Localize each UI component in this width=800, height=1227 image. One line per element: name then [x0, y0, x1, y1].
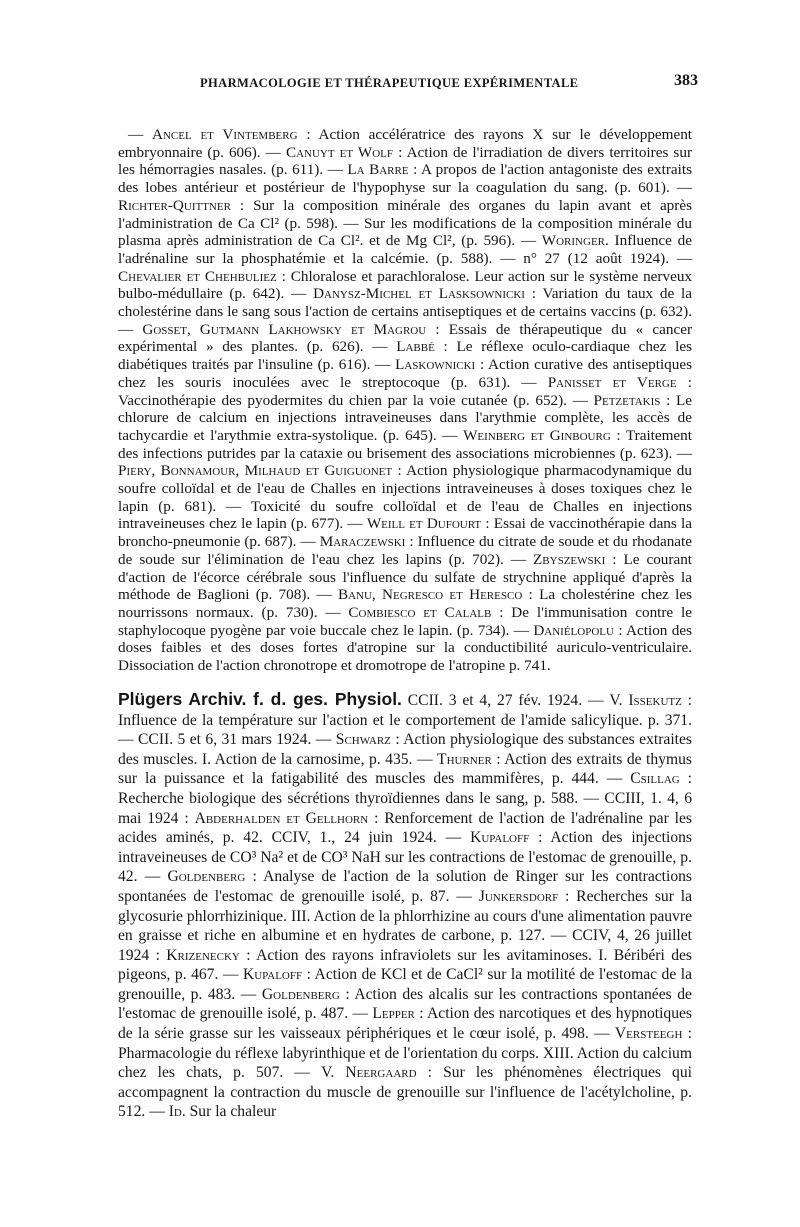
- entry-authors: Schwarz: [335, 731, 391, 749]
- page-header: [118, 70, 698, 98]
- entry-dash: —: [352, 1005, 373, 1023]
- entry-text: : Vaccinothérapie des pyodermites du chien par la voie cutanée (p. 652).: [118, 373, 692, 409]
- entry-dash: —: [587, 691, 610, 709]
- entry-dash: —: [445, 829, 471, 847]
- entry-authors: Chevalier et Chehbuliez: [118, 267, 277, 285]
- entry-text: . Influence de l'adrénaline sur la phosphatémie et la calcémie. (p. 588). — n° 27 (12 août 1924).: [118, 232, 692, 267]
- entry-dash: —: [315, 731, 336, 749]
- entry-text: : Action des rayons infraviolets sur les avitaminoses. I. Béribéri des pigeons, p. 467.: [118, 946, 692, 984]
- entry-dash: —: [222, 966, 243, 984]
- entry-authors: V. Neergaard: [321, 1064, 417, 1082]
- entry-text: : Sur la composition minérale des organes du lapin avant et après l'administration de Ca Cl² (p. 598). — Sur les modifications de la composition minérale du plasma après administration de Ca Cl². et de Mg Cl², (p. 596).: [118, 196, 692, 250]
- entry-dash: —: [118, 320, 143, 338]
- entry-dash: —: [442, 426, 464, 444]
- entry-dash: —: [676, 179, 692, 197]
- bibliography-entry: [149, 1103, 276, 1120]
- entry-authors: Banu, Negresco et Heresco: [337, 586, 523, 604]
- entry-authors: Daniélopolu: [533, 621, 614, 639]
- entry-dash: —: [347, 515, 367, 533]
- entry-text: : Chloralose et parachloralose. Leur action sur le système nerveux bulbo-médullaire (p. 642).: [118, 267, 693, 303]
- entry-authors: Maraczewski: [319, 533, 406, 551]
- entry-dash: —: [456, 887, 479, 905]
- entry-dash: —: [325, 603, 349, 621]
- entry-text: : De l'immunisation contre le staphylocoque pyogène par voie buccale chez le lapin. (p. 734).: [118, 603, 692, 639]
- entry-text: : Action des extraits de thymus sur la puissance et la fatigabilité des muscles des mammifères, p. 444.: [118, 750, 692, 788]
- entry-text: : Action des injections intraveineuses de CO³ Na² et de CO³ NaH sur les contractions de l'estomac de grenouille, p. 42.: [118, 829, 692, 886]
- entry-authors: Versteegh: [614, 1025, 683, 1043]
- entry-dash: —: [372, 338, 397, 356]
- entry-text: : Action des alcalis sur les contractions spontanées de l'estomac de grenouille isolé, p. 487.: [118, 985, 692, 1023]
- entry-authors: Woringer: [541, 232, 606, 250]
- entry-dash: —: [149, 1103, 169, 1121]
- entry-dash: —: [265, 143, 286, 161]
- entry-text: : Sur les phénomènes électriques qui accompagnent la contraction du muscle de grenouille sur l'influence de l'acétylcholine, p. 512.: [118, 1064, 692, 1121]
- entry-authors: Abderhalden et Gellhorn: [194, 809, 369, 827]
- document-page: [118, 70, 698, 1138]
- entry-text: : Action des doses faibles et des doses fortes d'atropine sur la conductibilité auriculo-ventriculaire. Dissociation de l'action chronotrope et dromotrope de l'atropine p. 741.: [118, 621, 693, 675]
- entry-authors: Petzetakis: [593, 391, 661, 409]
- entry-text: : Action physiologique des substances extraites des muscles. I. Action de la carnosime, p. 435.: [118, 731, 692, 768]
- paragraph-comptes-rendus: [118, 126, 692, 675]
- entry-authors: Zbyszewski: [533, 550, 606, 568]
- entry-text: : Essai de vaccinothérapie dans la broncho-pneumonie (p. 687).: [118, 515, 692, 551]
- page-number: 383: [674, 72, 698, 89]
- entry-dash: —: [144, 868, 168, 886]
- entry-authors: Lepper: [372, 1005, 415, 1023]
- entry-dash: —: [676, 249, 692, 267]
- journal-title: Plügers Archiv. f. d. ges. Physiol.: [118, 688, 402, 709]
- entry-dash: —: [416, 750, 438, 768]
- entry-dash: —: [676, 444, 692, 462]
- entry-authors: Junkersdorf: [478, 887, 559, 905]
- entry-text: : Action curative des antiseptiques chez les souris inoculées avec le streptocoque (p. 631).: [118, 356, 693, 391]
- entry-text: : Le réflexe oculo-cardiaque chez les diabétiques traités par l'insuline (p. 616).: [118, 338, 693, 374]
- entry-text: : La cholestérine chez les nourrissons normaux. (p. 730).: [118, 586, 693, 621]
- entry-dash: —: [300, 533, 320, 551]
- paragraph-pflugers-archiv: [118, 690, 692, 1122]
- entry-authors: Ancel et Vintemberg: [151, 126, 298, 143]
- entry-authors: Gosset, Gutmann Lakhowsky et Magrou: [142, 320, 427, 338]
- entry-text: : Action des narcotiques et des hypnotiques de la série grasse sur les vaisseaux périphériques et le cœur isolé, p. 498.: [118, 1005, 692, 1043]
- entry-text: : Recherches sur la glycosurie phlorrhizinique. III. Action de la phlorrhizine au cours d'une alimentation pauvre en graisse et riche en albumine et en hydrates de carbone, p. 127. — CCIV, 4, 26 juillet 1924 :: [118, 887, 692, 964]
- entry-text: : Le chlorure de calcium en injections intraveineuses dans l'arythmie complète, les accès de tachycardie et l'arythmie extra-systolique. (p. 645).: [118, 391, 692, 444]
- entry-dash: —: [606, 770, 631, 788]
- entry-authors: Thurner: [437, 750, 492, 768]
- entry-text: : Influence du citrate de soude et du rhodanate de soude sur l'élimination de l'eau chez les lapins (p. 702).: [118, 533, 692, 568]
- entry-authors: Panisset et Verge: [547, 373, 677, 391]
- entry-text: : A propos de l'action antagoniste des extraits des lobes antérieur et postérieur de l'hypophyse sur la coagulation du sang. (p. 601).: [118, 161, 692, 197]
- entry-text: Sur la chaleur: [185, 1103, 277, 1121]
- entry-text: : Variation du taux de la cholestérine dans le sang sous l'action de certains antiseptiques et de certains vaccins (p. 632).: [118, 285, 693, 321]
- entry-dash: —: [521, 373, 548, 391]
- entry-authors: Weill et Dufourt: [366, 515, 482, 533]
- entry-text: : Renforcement de l'action de l'adrénaline par les acides aminés, p. 42. CCIV, 1., 24 juin 1924.: [118, 809, 692, 847]
- entry-dash: —: [513, 621, 534, 639]
- entry-authors: Goldenberg: [167, 868, 246, 886]
- entry-text: : Action accélératrice des rayons X sur le développement embryonnaire (p. 606).: [118, 126, 693, 161]
- entry-dash: —: [594, 1025, 615, 1043]
- entry-authors: Danysz-Michel et Lasksownicki: [313, 285, 525, 303]
- entry-dash: —: [294, 1064, 322, 1082]
- entry-dash: —: [520, 232, 542, 250]
- entry-authors: Kupaloff: [470, 829, 530, 847]
- entry-authors: Goldenberg: [261, 985, 340, 1003]
- entry-authors: Laskownicki: [395, 356, 476, 374]
- entry-text: : Action de KCl et de CaCl² sur la motilité de l'estomac de la grenouille, p. 483.: [118, 966, 692, 1003]
- entry-dash: —: [572, 391, 594, 409]
- entry-authors: Labbé: [396, 338, 435, 356]
- entry-dash: —: [316, 586, 338, 604]
- running-title: PHARMACOLOGIE ET THÉRAPEUTIQUE EXPÉRIMENTALE: [200, 76, 579, 90]
- entry-authors: Csillag: [630, 770, 680, 788]
- entry-dash: —: [240, 985, 262, 1003]
- entry-authors: Weinberg et Ginbourg: [463, 426, 611, 444]
- entry-text: : Traitement des infections putrides par la cataxie ou brisement des associations microbiennes (p. 623).: [118, 426, 692, 462]
- entry-text: : Influence de la température sur l'action et le comportement de l'amide salicylique. p. 371. — CCII. 5 et 6, 31 mars 1924.: [118, 691, 693, 749]
- entry-authors: Krizenecky: [166, 946, 240, 964]
- entry-text: : Action physiologique pharmacodynamique du soufre colloïdal et de l'eau de Challes en injections intraveineuses à doses toxiques chez le lapin (p. 681). — Toxicité du soufre colloïdal et de l'eau de Challes en injections intraveineuses chez le lapin (p. 677).: [118, 462, 692, 533]
- entry-dash: —: [510, 550, 534, 568]
- entry-authors: V. Issekutz: [609, 691, 682, 709]
- entry-dash: —: [375, 356, 396, 374]
- entry-authors: Kupaloff: [242, 966, 303, 984]
- entry-text: : Essais de thérapeutique du « cancer expérimental » des plantes. (p. 626).: [118, 320, 693, 356]
- entry-authors: Piery, Bonnamour, Milhaud et Guiguonet: [118, 462, 393, 480]
- entry-text: : Action de l'irradiation de divers territoires sur les hémorragies nasales. (p. 611).: [118, 143, 692, 179]
- journal-issue: CCII. 3 et 4, 27 fév. 1924.: [401, 691, 588, 709]
- entry-authors: La Barre: [347, 161, 409, 179]
- entry-dash: —: [327, 161, 348, 179]
- entry-text: : Recherche biologique des sécrétions thyroïdiennes dans le sang, p. 588. — CCIII, 1. 4, 6 mai 1924 :: [118, 770, 693, 827]
- entry-authors: Richter-Quittner: [118, 196, 231, 214]
- entry-text: : Pharmacologie du réflexe labyrinthique et de l'orientation du corps. XIII. Action du calcium chez les chats, p. 507.: [118, 1025, 693, 1082]
- entry-authors: Combiesco et Calalb: [348, 603, 492, 621]
- entry-dash: —: [128, 126, 152, 143]
- entry-authors: Canuyt et Wolf: [285, 143, 394, 161]
- entry-text: : Analyse de l'action de la solution de Ringer sur les contractions spontanées de l'estomac de grenouille isolé, p. 87.: [118, 868, 692, 905]
- entry-dash: —: [291, 285, 314, 303]
- entry-text: : Le courant d'action de l'écorce cérébrale sous l'influence du sulfate de strychnine appliqué d'après la méthode de Baglioni (p. 708).: [118, 550, 693, 604]
- entry-authors: Id.: [168, 1103, 186, 1121]
